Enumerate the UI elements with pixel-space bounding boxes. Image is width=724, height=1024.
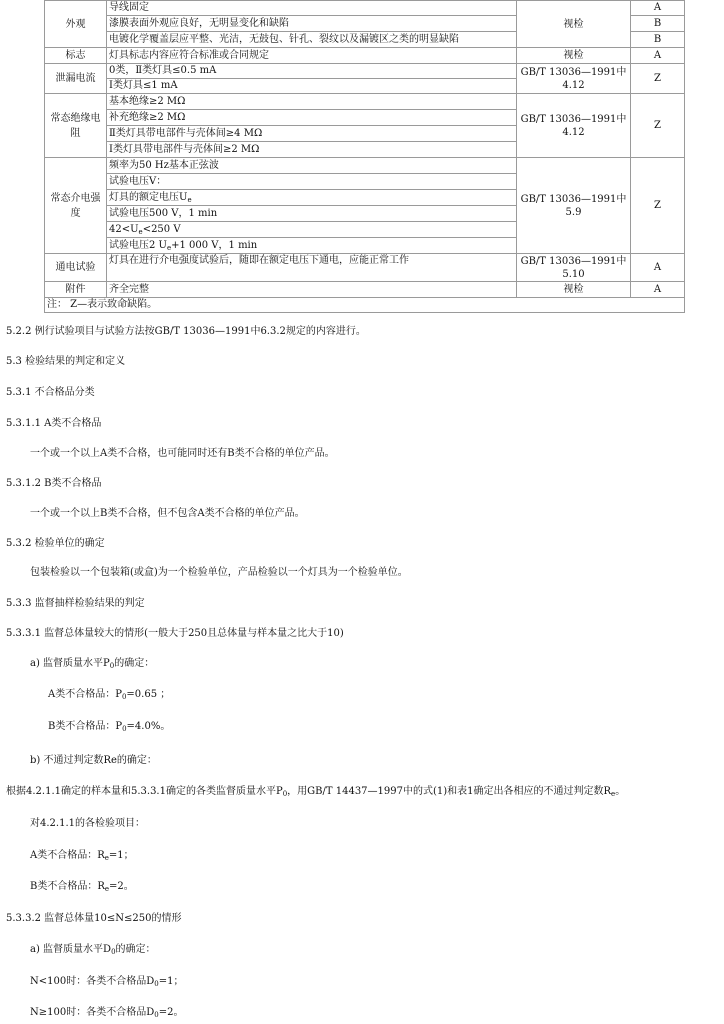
method-cell: GB/T 13036—1991中4.12 [517,94,631,158]
subscript: e [166,243,172,252]
text-span: A类不合格品：P [48,689,122,700]
text-span: =1； [158,976,184,987]
requirement-cell: 导线固定 [107,1,517,16]
subscript: 0 [111,948,116,956]
text-span: 。 [615,786,626,797]
section-heading-5-3-1: 5.3.1 不合格品分类 [6,387,95,398]
section-heading-5-3-1-1: 5.3.1.1 A类不合格品 [6,418,102,429]
paragraph: 一个或一个以上B类不合格，但不包含A类不合格的单位产品。 [30,508,305,519]
subscript: 0 [154,980,159,988]
list-item [30,975,183,989]
grade-cell: A [631,48,685,64]
text-span: N<100时：各类不合格品D [30,976,155,987]
table-row [45,48,685,64]
section-heading-5-3-2: 5.3.2 检验单位的确定 [6,538,105,549]
category-insulation: 常态绝缘电阻 [45,94,107,158]
table-note: 注： Z—表示致命缺陷。 [45,298,685,313]
table-row [45,158,685,174]
requirement-cell: Ⅰ类灯具带电部件与壳体间≥2 MΩ [107,142,517,158]
category-accessories: 附件 [45,282,107,298]
table-row [45,1,685,16]
subscript: 0 [122,725,127,733]
text-span: =1； [108,850,134,861]
list-item [30,849,134,863]
text-span: 的确定： [115,944,156,955]
text-span: ，用GB/T 14437—1997中的式(1)和表1确定出各相应的不通过判定数R [287,786,612,797]
list-item [48,688,170,702]
grade-cell: Z [631,158,685,254]
text-span: =2。 [109,881,134,892]
text-span: A类不合格品：R [30,850,105,861]
text-span: B类不合格品：R [30,881,105,892]
subscript: 0 [154,1011,159,1019]
grade-cell: Z [631,64,685,94]
subscript: e [104,885,110,893]
grade-cell: A [631,254,685,282]
requirement-cell: 漆膜表面外观应良好，无明显变化和缺陷 [107,16,517,32]
list-item [30,1006,183,1020]
requirement-cell [107,222,517,238]
text-span: 根据4.2.1.1确定的样本量和5.3.3.1确定的各类监督质量水平P [6,786,283,797]
grade-cell: Z [631,94,685,158]
requirement-cell: Ⅰ类灯具≤1 mA [107,79,517,94]
text-span: a) 监督质量水平D [30,944,112,955]
table-row [45,64,685,79]
requirement-cell: 灯具标志内容应符合标准或合同规定 [107,48,517,64]
text-span: B类不合格品：P [48,721,123,732]
section-heading-5-3-3-2: 5.3.3.2 监督总体量10≤N≤250的情形 [6,913,182,924]
method-cell: GB/T 13036—1991中4.12 [517,64,631,94]
section-heading-5-3-3-1: 5.3.3.1 监督总体量较大的情形(一般大于250且总体量与样本量之比大于10) [6,628,344,639]
grade-cell: B [631,32,685,48]
text-span: =4.0%。 [126,721,171,732]
grade-cell: A [631,1,685,16]
requirement-cell: 0类，Ⅱ类灯具≤0.5 mA [107,64,517,79]
clause-5-2-2: 5.2.2 例行试验项目与试验方法按GB/T 13036—1991中6.3.2规定的内容进行。 [6,326,366,337]
paragraph: 一个或一个以上A类不合格，也可能同时还有B类不合格的单位产品。 [30,448,335,459]
range-text-suffix: <250 V [142,223,181,235]
requirement-cell: 补充绝缘≥2 MΩ [107,110,517,126]
subscript: e [104,854,109,862]
category-leakage: 泄漏电流 [45,64,107,94]
subscript: e [138,227,143,236]
text-span: 的确定： [114,658,155,669]
list-item [30,943,156,957]
test-voltage-suffix: +1 000 V，1 min [171,239,258,251]
list-item: b) 不通过判定数Re的确定： [30,755,157,766]
requirement-cell: 电镀化学覆盖层应平整、光洁，无鼓包、针孔、裂纹以及漏镀区之类的明显缺陷 [107,32,517,48]
category-appearance: 外观 [45,1,107,48]
text-span: a) 监督质量水平P [30,658,110,669]
subscript: e [187,195,192,204]
requirement-cell: 频率为50 Hz基本正弦波 [107,158,517,174]
grade-cell: A [631,282,685,298]
list-item [48,720,170,734]
range-text: 42<U [109,223,139,235]
section-heading-5-3-1-2: 5.3.1.2 B类不合格品 [6,478,102,489]
requirement-cell: Ⅱ类灯具带电部件与壳体间≥4 MΩ [107,126,517,142]
requirement-cell: 基本绝缘≥2 MΩ [107,94,517,110]
requirement-cell: 试验电压500 V，1 min [107,206,517,222]
text-span: =0.65 ； [126,689,171,700]
text-span: =2。 [158,1007,184,1018]
paragraph: 对4.2.1.1的各检验项目： [30,818,145,829]
section-heading-5-3: 5.3 检验结果的判定和定义 [6,356,126,367]
list-item [30,880,134,894]
rated-voltage-text: 灯具的额定电压U [109,191,188,203]
category-dielectric: 常态介电强度 [45,158,107,254]
grade-cell: B [631,16,685,32]
requirement-cell: 试验电压V： [107,174,517,190]
method-cell: GB/T 13036—1991中5.9 [517,158,631,254]
inspection-table [44,0,685,313]
table-row [45,282,685,298]
method-cell: 视检 [517,48,631,64]
requirement-cell: 灯具在进行介电强度试验后，随即在额定电压下通电，应能正常工作 [107,254,517,282]
list-item [30,657,154,671]
method-cell: GB/T 13036—1991中5.10 [517,254,631,282]
paragraph [6,785,625,799]
paragraph: 包装检验以一个包装箱(或盒)为一个检验单位，产品检验以一个灯具为一个检验单位。 [30,567,408,578]
method-cell: 视检 [517,282,631,298]
section-heading-5-3-3: 5.3.3 监督抽样检验结果的判定 [6,598,145,609]
subscript: e [611,790,616,798]
requirement-cell: 齐全完整 [107,282,517,298]
category-power-on: 通电试验 [45,254,107,282]
subscript: 0 [282,790,288,798]
text-span: N≥100时：各类不合格品D [30,1007,155,1018]
table-row [45,94,685,110]
method-cell: 视检 [517,1,631,48]
subscript: 0 [109,662,115,670]
table-row [45,254,685,282]
requirement-cell [107,190,517,206]
test-voltage-text: 试验电压2 U [109,239,167,251]
category-marking: 标志 [45,48,107,64]
subscript: 0 [121,693,127,701]
requirement-cell [107,238,517,254]
table-row [45,298,685,313]
